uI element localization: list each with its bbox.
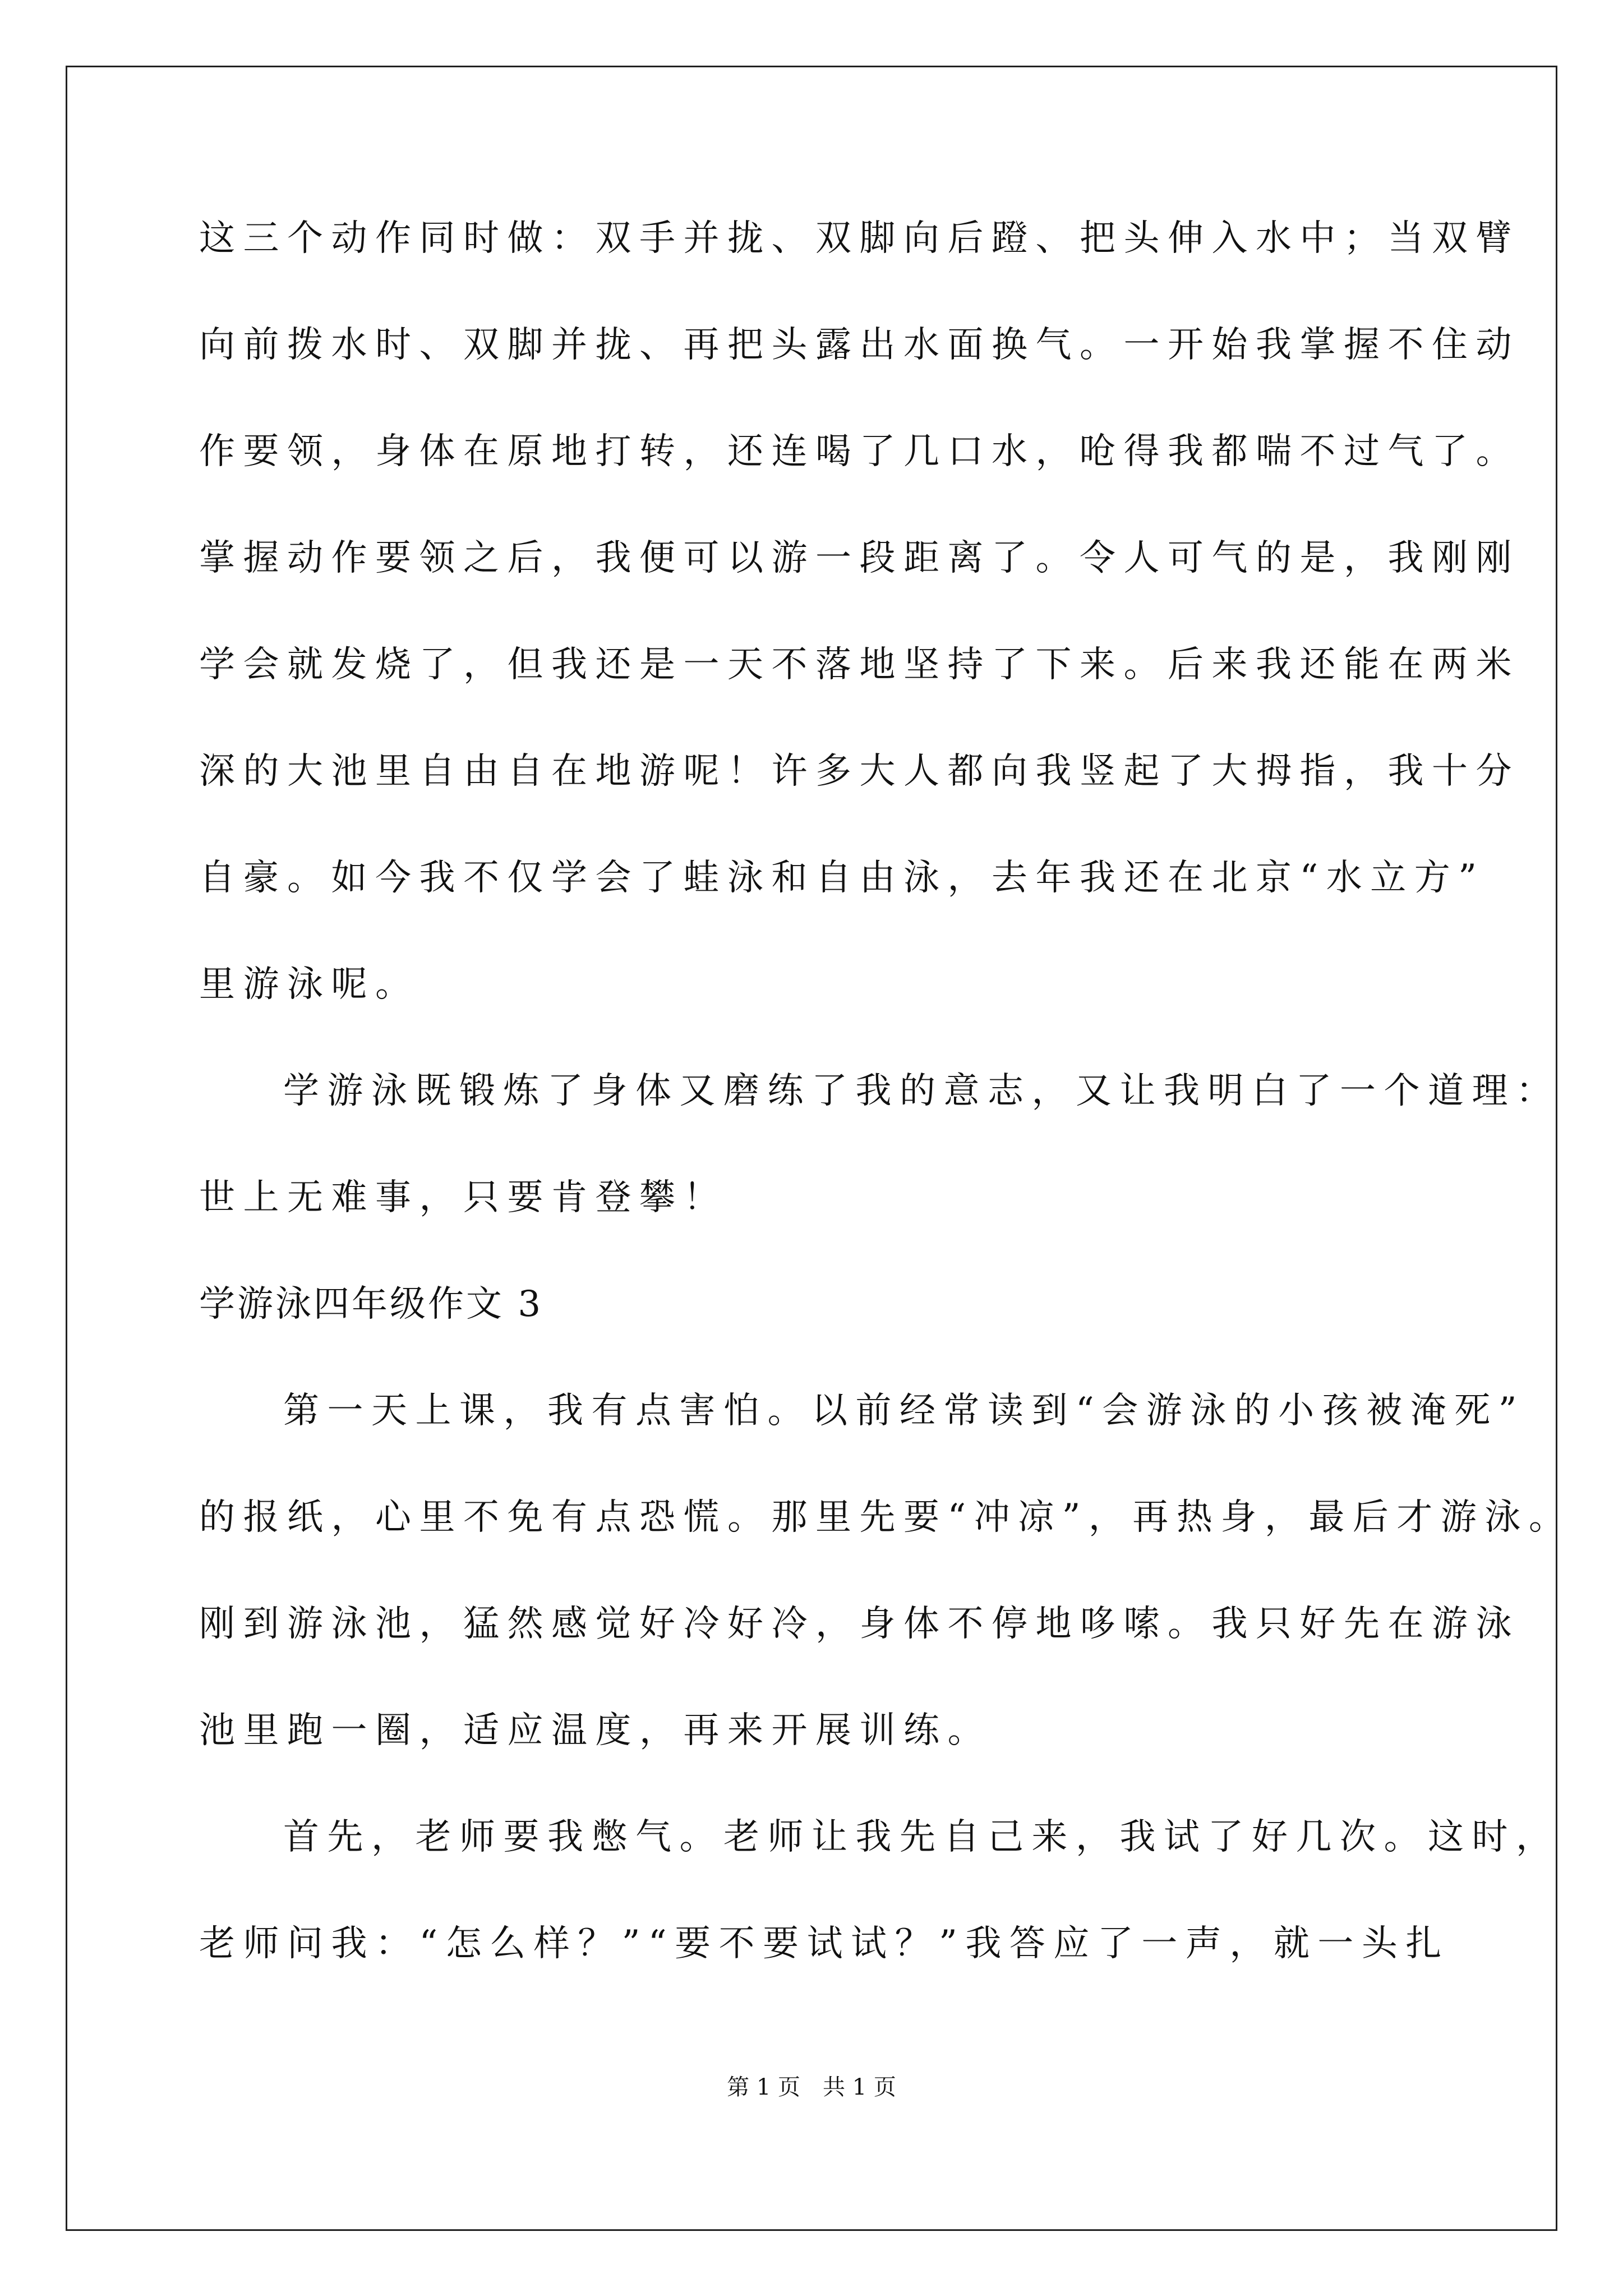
text-line: 学会就发烧了，但我还是一天不落地坚持了下来。后来我还能在两米 [199,644,1520,685]
text-line: 自豪。如今我不仅学会了蛙泳和自由泳，去年我还在北京“水立方” [199,857,1485,899]
paragraph-first-line: 第一天上课，我有点害怕。以前经常读到“会游泳的小孩被淹死” [283,1390,1525,1432]
section-heading: 学游泳四年级作文 3 [199,1283,543,1325]
text-line: 向前拨水时、双脚并拢、再把头露出水面换气。一开始我掌握不住动 [199,324,1520,366]
text-line: 的报纸，心里不免有点恐慌。那里先要“冲凉”，再热身，最后才游泳。 [199,1497,1573,1538]
text-line: 深的大池里自由自在地游呢！许多大人都向我竖起了大拇指，我十分 [199,751,1520,792]
page-number-footer: 第 1 页 共 1 页 [727,2074,896,2100]
text-line: 老师问我：“怎么样？”“要不要试试？”我答应了一声，就一头扎 [199,1923,1450,1964]
paragraph-first-line: 学游泳既锻炼了身体又磨练了我的意志，又让我明白了一个道理： [283,1070,1560,1112]
text-line: 刚到游泳池，猛然感觉好冷好冷，身体不停地哆嗦。我只好先在游泳 [199,1603,1520,1645]
text-line: 里游泳呢。 [199,964,419,1005]
text-line: 掌握动作要领之后，我便可以游一段距离了。令人可气的是，我刚刚 [199,537,1520,579]
text-line: 这三个动作同时做：双手并拢、双脚向后蹬、把头伸入水中；当双臂 [199,218,1520,259]
text-line: 池里跑一圈，适应温度，再来开展训练。 [199,1710,992,1751]
document-body [199,213,1573,2025]
text-line: 世上无难事，只要肯登攀！ [199,1177,727,1218]
paragraph-first-line: 首先，老师要我憋气。老师让我先自己来，我试了好几次。这时， [283,1816,1560,1858]
text-line: 作要领，身体在原地打转，还连喝了几口水，呛得我都喘不过气了。 [199,431,1520,472]
